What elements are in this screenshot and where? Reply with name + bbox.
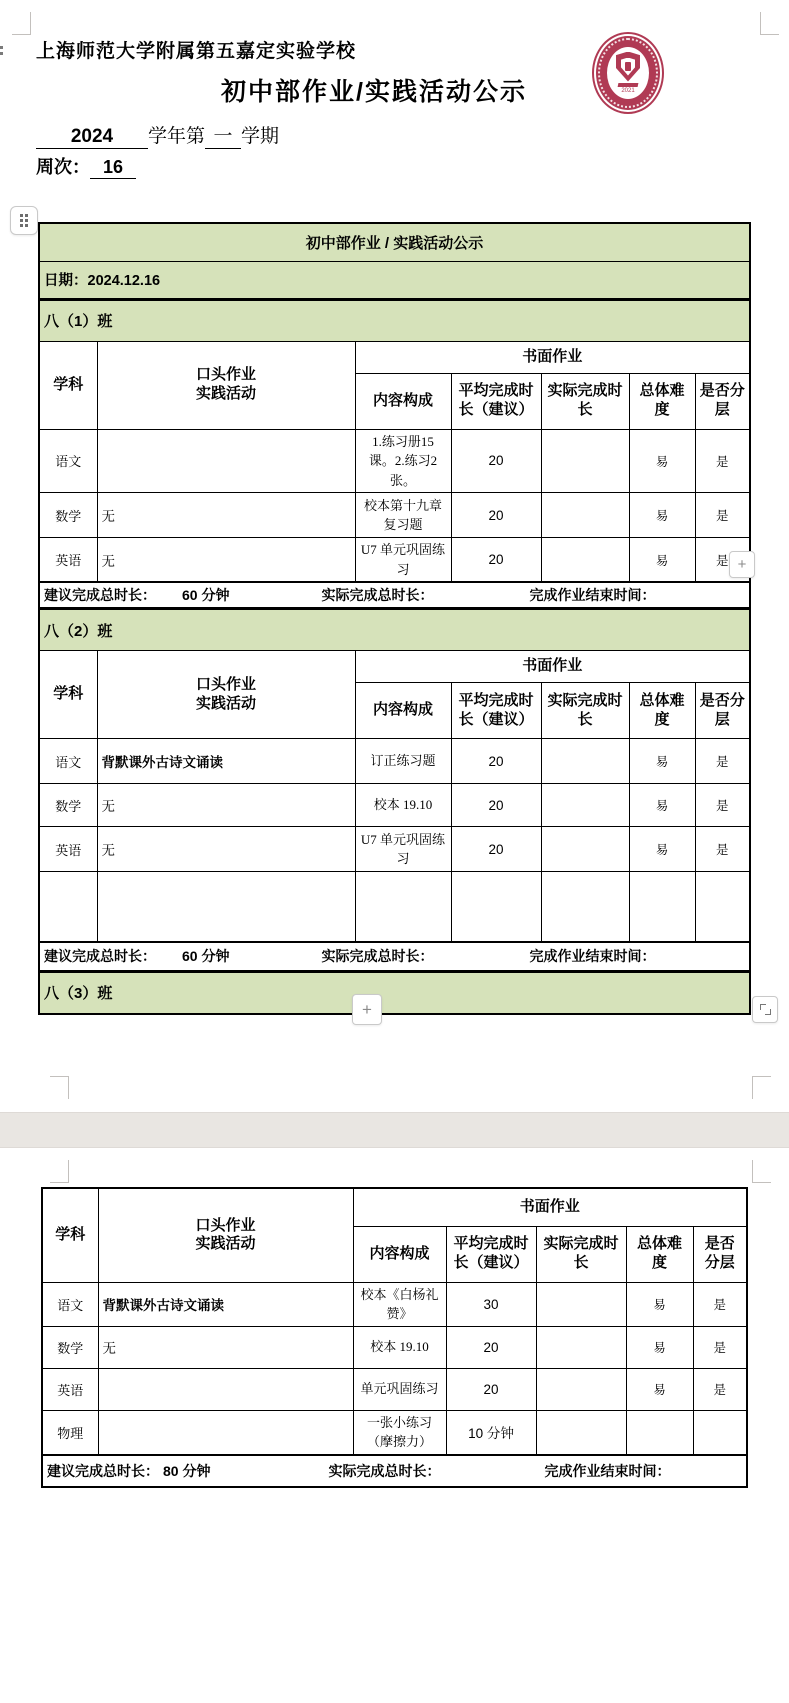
col-header-avg[interactable]: 平均完成时长（建议） [451, 683, 541, 739]
table-row [39, 429, 750, 493]
cell-subject[interactable]: 语文 [39, 429, 97, 493]
class-row-8-1[interactable]: 八（1）班 [39, 299, 750, 341]
shield-icon [616, 52, 640, 82]
cell-content[interactable]: 1.练习册15课。2.练习2张。 [355, 429, 451, 493]
seal-year: 2021 [621, 87, 635, 94]
cell-content[interactable]: 单元巩固练习 [353, 1368, 446, 1410]
cell-content[interactable]: 一张小练习（摩擦力） [353, 1410, 446, 1455]
expand-icon [760, 1004, 771, 1015]
cell-layered[interactable]: 是 [695, 739, 750, 784]
cell-oral[interactable] [98, 1368, 353, 1410]
cell-layered[interactable]: 是 [695, 493, 750, 538]
cell-subject[interactable]: 英语 [39, 538, 97, 583]
cell-content[interactable]: U7 单元巩固练习 [355, 827, 451, 872]
oral-line2: 实践活动 [195, 694, 256, 712]
section-footer-row [42, 1455, 747, 1487]
cell-difficulty[interactable]: 易 [629, 739, 695, 784]
actual-total-label: 实际完成总时长： [321, 587, 434, 603]
col-header-layered[interactable]: 是否分层 [693, 1226, 747, 1282]
crop-mark-page2-left [50, 1160, 69, 1183]
cell-layered[interactable] [695, 872, 750, 942]
cell-subject[interactable] [39, 872, 97, 942]
col-header-actual[interactable]: 实际完成时长 [541, 373, 629, 429]
cell-avg[interactable]: 20 [451, 739, 541, 784]
col-header-subject[interactable]: 学科 [39, 341, 97, 429]
table-row [39, 739, 750, 784]
table-row [42, 1368, 747, 1410]
col-header-layered[interactable]: 是否分层 [695, 683, 750, 739]
cell-avg[interactable]: 20 [451, 429, 541, 493]
cell-layered[interactable]: 是 [695, 429, 750, 493]
oral-line1: 口头作业 [195, 1216, 256, 1234]
cell-difficulty[interactable]: 易 [626, 1282, 693, 1326]
cell-actual[interactable] [541, 872, 629, 942]
cell-layered[interactable]: 是 [693, 1282, 747, 1326]
oral-line2: 实践活动 [195, 385, 256, 402]
left-edge-marks [0, 46, 4, 62]
oral-line2: 实践活动 [195, 1235, 256, 1253]
col-header-written[interactable]: 书面作业 [353, 1188, 747, 1226]
cell-oral[interactable] [97, 429, 355, 493]
cell-avg[interactable]: 20 [451, 827, 541, 872]
cell-layered[interactable]: 是 [695, 827, 750, 872]
end-time-label: 完成作业结束时间： [529, 948, 656, 965]
cell-content[interactable]: 订正练习题 [355, 739, 451, 784]
cell-subject[interactable]: 英语 [42, 1368, 98, 1410]
table-row [39, 784, 750, 827]
cell-oral[interactable] [98, 1410, 353, 1455]
cell-subject[interactable]: 语文 [39, 739, 97, 784]
cell-layered[interactable]: 是 [693, 1368, 747, 1410]
cell-content[interactable] [355, 872, 451, 942]
cell-avg[interactable]: 20 [451, 784, 541, 827]
add-row-button[interactable] [729, 551, 755, 578]
table-row [42, 1410, 747, 1455]
cell-difficulty[interactable]: 易 [629, 493, 695, 538]
cell-avg[interactable]: 20 [446, 1326, 536, 1368]
end-time-label: 完成作业结束时间： [544, 1462, 671, 1479]
cell-layered[interactable]: 是 [695, 784, 750, 827]
cell-content[interactable]: U7 单元巩固练习 [355, 538, 451, 583]
crop-mark-page2-right [752, 1160, 771, 1183]
col-header-difficulty[interactable]: 总体难度 [626, 1226, 693, 1282]
year-term-line [36, 121, 279, 149]
col-header-actual[interactable]: 实际完成时长 [541, 683, 629, 739]
col-header-content[interactable]: 内容构成 [353, 1226, 446, 1282]
ribbon-icon [618, 83, 639, 87]
suggest-total-value: 60 分钟 [182, 948, 230, 965]
cell-difficulty[interactable]: 易 [626, 1368, 693, 1410]
col-header-difficulty[interactable]: 总体难度 [629, 683, 695, 739]
cell-actual[interactable] [541, 429, 629, 493]
cell-avg[interactable]: 20 [451, 538, 541, 583]
section-footer-row [39, 582, 750, 609]
cell-oral[interactable]: 无 [97, 827, 355, 872]
cell-difficulty[interactable]: 易 [626, 1326, 693, 1368]
end-time-label: 完成作业结束时间： [529, 587, 656, 603]
cell-subject[interactable]: 数学 [42, 1326, 98, 1368]
cell-difficulty[interactable]: 易 [629, 429, 695, 493]
col-header-oral[interactable] [97, 341, 355, 429]
cell-actual[interactable] [536, 1410, 626, 1455]
school-logo [592, 32, 664, 114]
homework-table-page1 [38, 222, 751, 1015]
cell-actual[interactable] [536, 1368, 626, 1410]
col-header-subject[interactable]: 学科 [39, 651, 97, 739]
cell-oral[interactable]: 无 [97, 538, 355, 583]
footer-cell[interactable] [42, 1455, 747, 1487]
date-cell[interactable]: 日期：2024.12.16 [39, 261, 750, 299]
table-row [39, 493, 750, 538]
table-row [42, 1282, 747, 1326]
cell-avg[interactable]: 20 [446, 1368, 536, 1410]
cell-layered[interactable] [693, 1410, 747, 1455]
year-field[interactable]: 2024 [36, 126, 148, 149]
col-header-avg[interactable]: 平均完成时长（建议） [451, 373, 541, 429]
section-footer-row [39, 942, 750, 972]
cell-content[interactable]: 校本《白杨礼赞》 [353, 1282, 446, 1326]
col-header-avg[interactable]: 平均完成时长（建议） [446, 1226, 536, 1282]
class-row-8-3[interactable]: 八（3）班 [39, 972, 750, 1014]
cell-actual[interactable] [541, 739, 629, 784]
week-label: 周次： [36, 157, 90, 177]
actual-total-label: 实际完成总时长： [328, 1462, 441, 1479]
cell-subject[interactable]: 数学 [39, 493, 97, 538]
cell-oral[interactable]: 无 [97, 784, 355, 827]
cell-actual[interactable] [536, 1282, 626, 1326]
drag-handle-icon[interactable] [10, 206, 38, 235]
expand-button[interactable] [752, 996, 778, 1023]
col-header-oral[interactable] [97, 651, 355, 739]
actual-total-label: 实际完成总时长： [321, 948, 434, 965]
cell-difficulty[interactable]: 易 [629, 538, 695, 583]
oral-line1: 口头作业 [195, 675, 256, 693]
cell-subject[interactable]: 英语 [39, 827, 97, 872]
cell-difficulty[interactable] [626, 1410, 693, 1455]
cell-oral[interactable]: 背默课外古诗文诵读 [98, 1282, 353, 1326]
term-field[interactable]: 一 [205, 121, 241, 149]
col-header-content[interactable]: 内容构成 [355, 373, 451, 429]
col-header-written[interactable]: 书面作业 [355, 651, 750, 683]
cell-avg[interactable]: 30 [446, 1282, 536, 1326]
crop-mark-top-left [12, 12, 31, 35]
table-row [39, 538, 750, 583]
page-gap [0, 1112, 789, 1148]
suggest-total-value: 60 分钟 [182, 587, 230, 603]
cell-layered[interactable]: 是 [695, 538, 750, 583]
cell-actual[interactable] [541, 784, 629, 827]
crop-mark-bottom-right [752, 1076, 771, 1099]
seal-center [607, 47, 649, 99]
cell-difficulty[interactable] [629, 872, 695, 942]
cell-avg[interactable]: 10 分钟 [446, 1410, 536, 1455]
week-field[interactable]: 16 [90, 157, 136, 179]
footer-cell[interactable] [39, 942, 750, 972]
col-header-oral[interactable] [98, 1188, 353, 1282]
page-title: 初中部作业/实践活动公示 [221, 78, 527, 106]
crop-mark-bottom-left [50, 1076, 69, 1099]
cell-content[interactable]: 校本 19.10 [355, 784, 451, 827]
col-header-actual[interactable]: 实际完成时长 [536, 1226, 626, 1282]
table-row-empty [39, 872, 750, 942]
cell-oral[interactable]: 无 [97, 493, 355, 538]
cell-actual[interactable] [541, 538, 629, 583]
cell-subject[interactable]: 语文 [42, 1282, 98, 1326]
cell-subject[interactable]: 数学 [39, 784, 97, 827]
table-row [42, 1326, 747, 1368]
suggest-total-label: 建议完成总时长： [47, 1462, 159, 1479]
year-mid-label: 学年第 [148, 126, 206, 147]
oral-line1: 口头作业 [195, 366, 256, 384]
col-header-content[interactable]: 内容构成 [355, 683, 451, 739]
cell-actual[interactable] [541, 493, 629, 538]
cell-layered[interactable]: 是 [693, 1326, 747, 1368]
class-row-8-2[interactable]: 八（2）班 [39, 609, 750, 651]
cell-subject[interactable]: 物理 [42, 1410, 98, 1455]
suggest-total-label: 建议完成总时长： [44, 587, 156, 603]
cell-actual[interactable] [536, 1326, 626, 1368]
table-row [39, 827, 750, 872]
plus-icon: + [737, 556, 747, 573]
suggest-total-label: 建议完成总时长： [44, 948, 156, 965]
school-name: 上海师范大学附属第五嘉定实验学校 [36, 41, 357, 62]
col-header-layered[interactable]: 是否分层 [695, 373, 750, 429]
insert-button[interactable] [352, 994, 382, 1025]
col-header-subject[interactable]: 学科 [42, 1188, 98, 1282]
table-banner[interactable]: 初中部作业 / 实践活动公示 [39, 223, 750, 261]
homework-table-page2 [41, 1187, 748, 1488]
cell-actual[interactable] [541, 827, 629, 872]
cell-oral[interactable]: 背默课外古诗文诵读 [97, 739, 355, 784]
cell-content[interactable]: 校本第十九章复习题 [355, 493, 451, 538]
col-header-difficulty[interactable]: 总体难度 [629, 373, 695, 429]
cell-difficulty[interactable]: 易 [629, 784, 695, 827]
cell-content[interactable]: 校本 19.10 [353, 1326, 446, 1368]
col-header-written[interactable]: 书面作业 [355, 341, 750, 373]
suggest-total-value: 80 分钟 [163, 1462, 211, 1479]
plus-icon: + [362, 999, 372, 1019]
cell-avg[interactable] [451, 872, 541, 942]
seal-band [596, 36, 660, 110]
cell-difficulty[interactable]: 易 [629, 827, 695, 872]
seal-outer-ring [592, 32, 664, 114]
crop-mark-top-right [760, 12, 779, 35]
cell-oral[interactable]: 无 [98, 1326, 353, 1368]
year-suffix-label: 学期 [241, 126, 280, 147]
cell-oral[interactable] [97, 872, 355, 942]
week-line [36, 153, 136, 179]
footer-cell[interactable] [39, 582, 750, 609]
cell-avg[interactable]: 20 [451, 493, 541, 538]
